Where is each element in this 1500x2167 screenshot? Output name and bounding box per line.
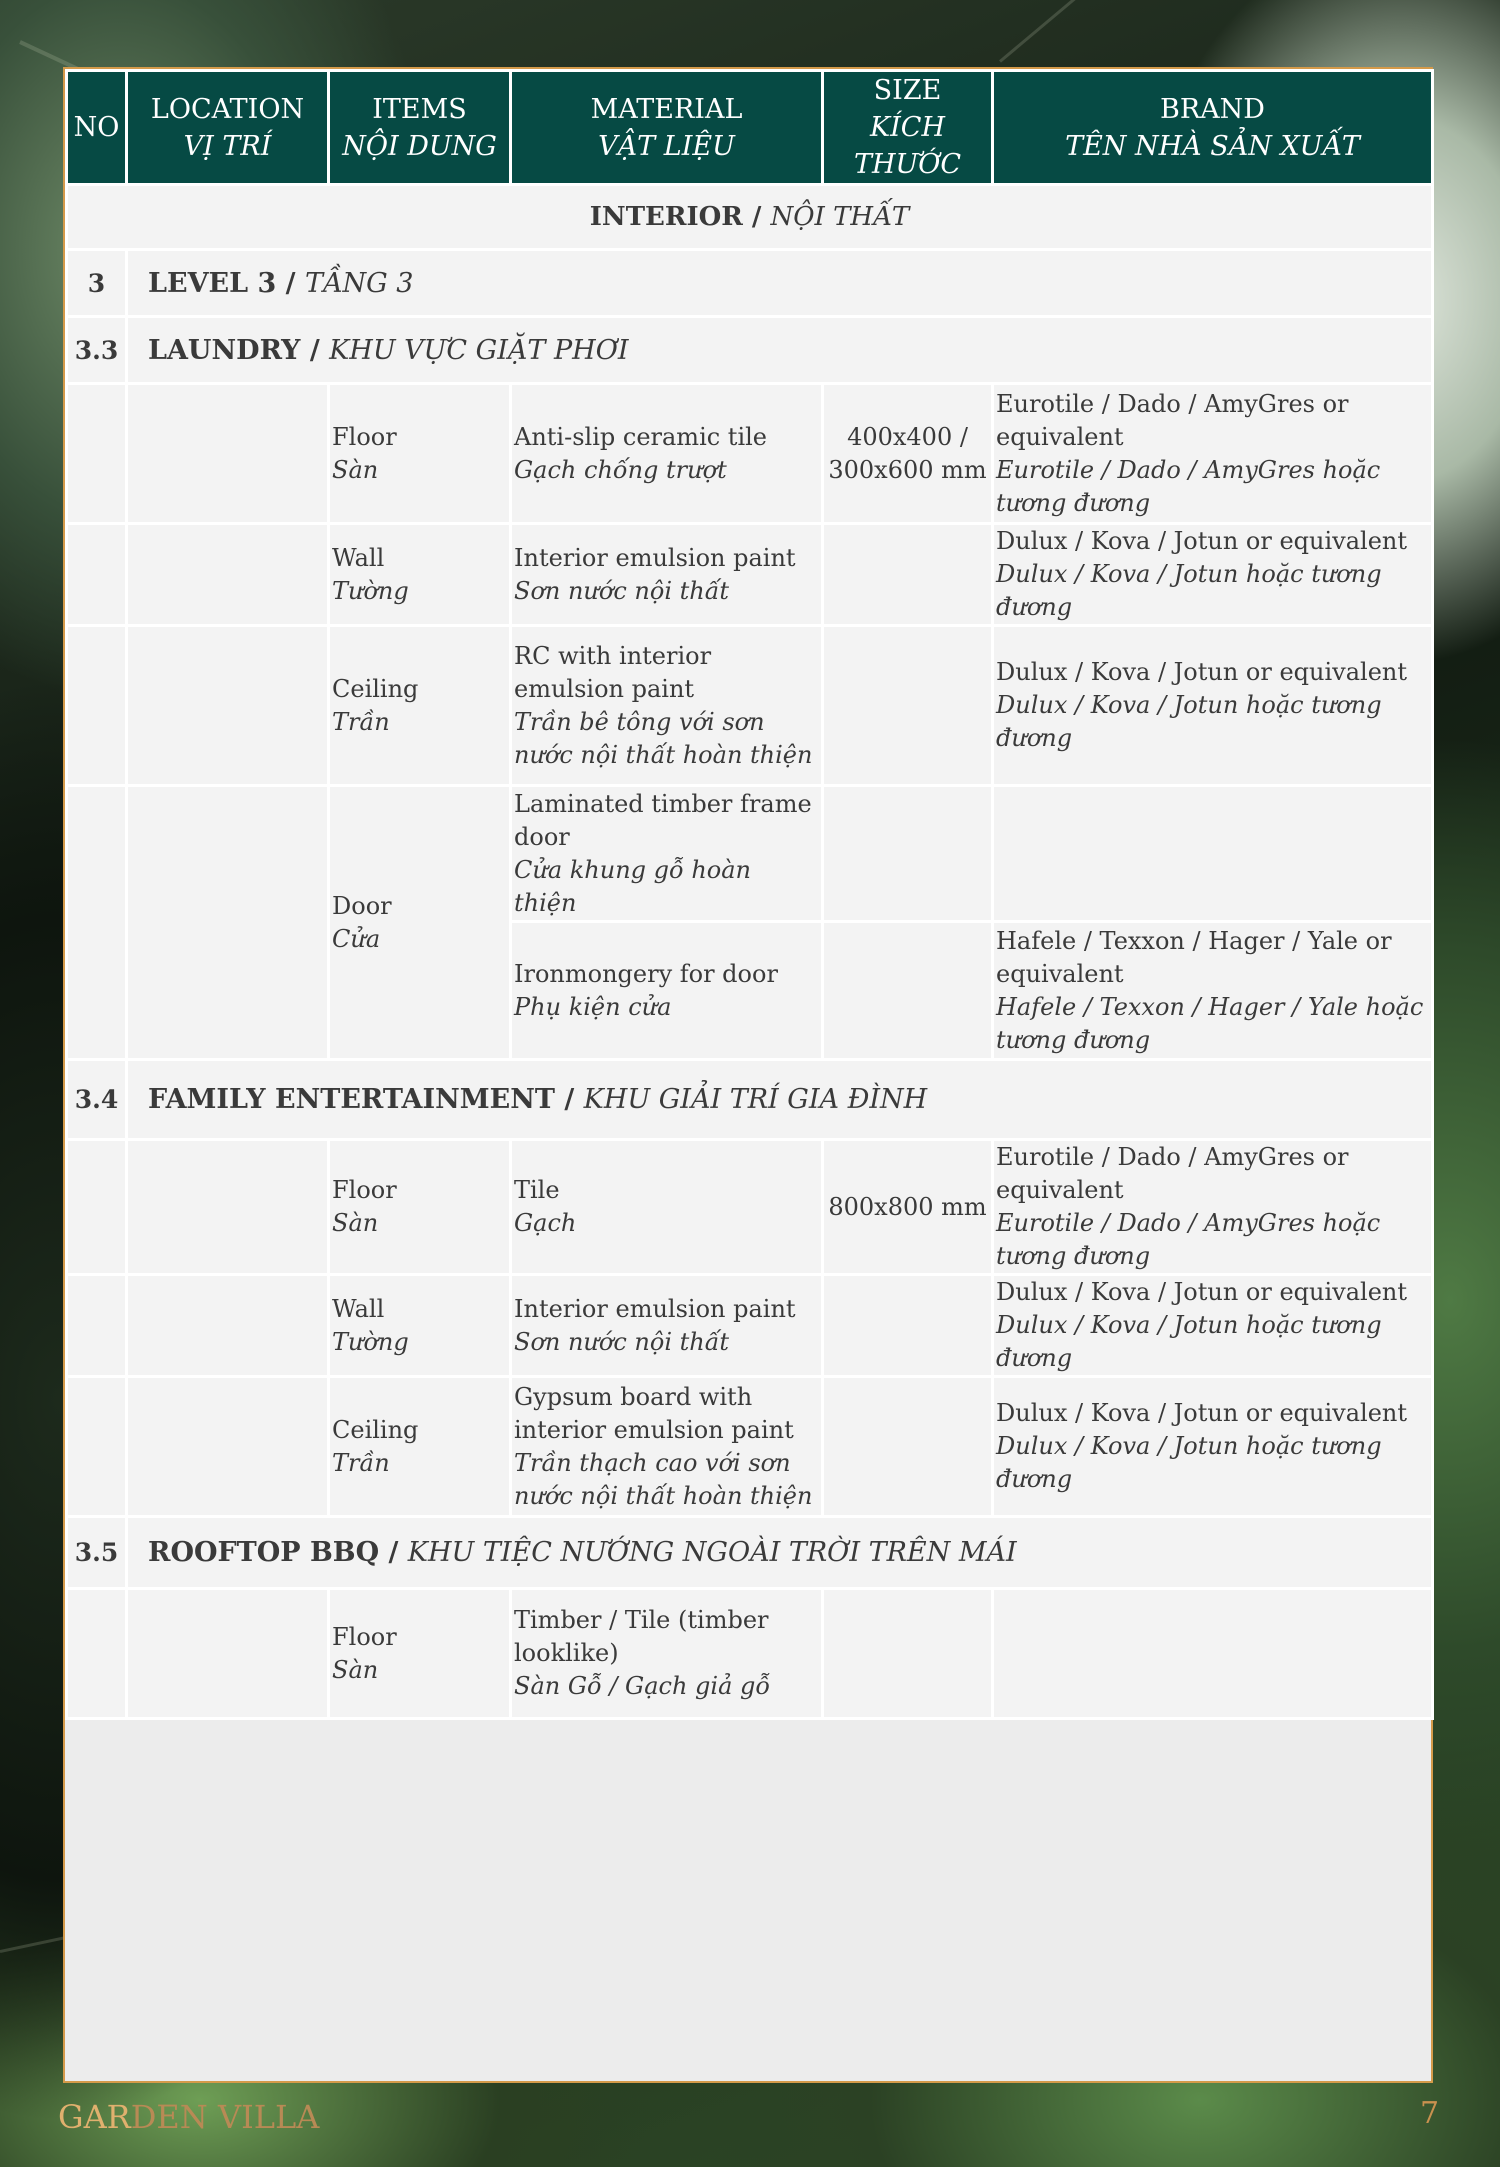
- group-row-family: [67, 1060, 1433, 1140]
- section-title: INTERIOR / NỘI THẤT: [67, 185, 1433, 250]
- item-cell: Floor Sàn: [329, 1140, 511, 1275]
- material-cell: Anti-slip ceramic tile Gạch chống trượt: [511, 384, 823, 524]
- group-title: FAMILY ENTERTAINMENT / KHU GIẢI TRÍ GIA ĐÌNH: [127, 1060, 1433, 1140]
- table-row: [67, 1589, 1433, 1719]
- group-row-rooftop: [67, 1517, 1433, 1589]
- size-cell: [823, 922, 993, 1060]
- level-number: 3: [67, 250, 127, 317]
- size-cell: [823, 1377, 993, 1517]
- brand-cell: Hafele / Texxon / Hager / Yale or equivalent Hafele / Texxon / Hager / Yale hoặc tương đương: [993, 922, 1433, 1060]
- size-cell: 800x800 mm: [823, 1140, 993, 1275]
- item-cell: Ceiling Trần: [329, 626, 511, 786]
- table-row: [67, 524, 1433, 626]
- brand-cell: [993, 786, 1433, 922]
- table-row: [67, 1140, 1433, 1275]
- level-row: [67, 250, 1433, 317]
- item-cell: Floor Sàn: [329, 1589, 511, 1719]
- size-cell: 400x400 / 300x600 mm: [823, 384, 993, 524]
- brand-cell: Dulux / Kova / Jotun or equivalent Dulux / Kova / Jotun hoặc tương đương: [993, 626, 1433, 786]
- material-cell: Interior emulsion paint Sơn nước nội thất: [511, 524, 823, 626]
- table-row: [67, 384, 1433, 524]
- brand-cell: Dulux / Kova / Jotun or equivalent Dulux / Kova / Jotun hoặc tương đương: [993, 524, 1433, 626]
- page-number: 7: [1420, 2096, 1440, 2131]
- group-number: 3.3: [67, 317, 127, 384]
- header-size: SIZE KÍCH THƯỚC: [823, 71, 993, 185]
- brand-cell: [993, 1589, 1433, 1719]
- specification-table: [65, 69, 1434, 1720]
- material-cell: Ironmongery for door Phụ kiện cửa: [511, 922, 823, 1060]
- header-items: ITEMS NỘI DUNG: [329, 71, 511, 185]
- table-row: [67, 786, 1433, 922]
- size-cell: [823, 786, 993, 922]
- section-row-interior: [67, 185, 1433, 250]
- size-cell: [823, 626, 993, 786]
- table-row: [67, 1275, 1433, 1377]
- header-material: MATERIAL VẬT LIỆU: [511, 71, 823, 185]
- footer-brand-title: GARDEN VILLA: [58, 2098, 320, 2136]
- table-row: [67, 1377, 1433, 1517]
- size-cell: [823, 524, 993, 626]
- material-cell: Gypsum board with interior emulsion paint Trần thạch cao với sơn nước nội thất hoàn thiện: [511, 1377, 823, 1517]
- item-cell: Wall Tường: [329, 1275, 511, 1377]
- brand-cell: Eurotile / Dado / AmyGres or equivalent Eurotile / Dado / AmyGres hoặc tương đương: [993, 384, 1433, 524]
- item-cell: Floor Sàn: [329, 384, 511, 524]
- group-title: LAUNDRY / KHU VỰC GIẶT PHƠI: [127, 317, 1433, 384]
- material-cell: Timber / Tile (timber looklike) Sàn Gỗ / Gạch giả gỗ: [511, 1589, 823, 1719]
- header-no: NO: [67, 71, 127, 185]
- material-cell: Tile Gạch: [511, 1140, 823, 1275]
- brand-cell: Dulux / Kova / Jotun or equivalent Dulux / Kova / Jotun hoặc tương đương: [993, 1377, 1433, 1517]
- item-cell: Wall Tường: [329, 524, 511, 626]
- material-cell: Laminated timber frame door Cửa khung gỗ hoàn thiện: [511, 786, 823, 922]
- brand-cell: Dulux / Kova / Jotun or equivalent Dulux / Kova / Jotun hoặc tương đương: [993, 1275, 1433, 1377]
- brand-cell: Eurotile / Dado / AmyGres or equivalent Eurotile / Dado / AmyGres hoặc tương đương: [993, 1140, 1433, 1275]
- group-title: ROOFTOP BBQ / KHU TIỆC NƯỚNG NGOÀI TRỜI TRÊN MÁI: [127, 1517, 1433, 1589]
- table-row: [67, 626, 1433, 786]
- table-header-row: [67, 71, 1433, 185]
- header-location: LOCATION VỊ TRÍ: [127, 71, 329, 185]
- material-cell: Interior emulsion paint Sơn nước nội thất: [511, 1275, 823, 1377]
- group-row-laundry: [67, 317, 1433, 384]
- level-title: LEVEL 3 / TẦNG 3: [127, 250, 1433, 317]
- item-cell: Door Cửa: [329, 786, 511, 1060]
- header-brand: BRAND TÊN NHÀ SẢN XUẤT: [993, 71, 1433, 185]
- material-cell: RC with interior emulsion paint Trần bê tông với sơn nước nội thất hoàn thiện: [511, 626, 823, 786]
- group-number: 3.5: [67, 1517, 127, 1589]
- size-cell: [823, 1275, 993, 1377]
- size-cell: [823, 1589, 993, 1719]
- item-cell: Ceiling Trần: [329, 1377, 511, 1517]
- group-number: 3.4: [67, 1060, 127, 1140]
